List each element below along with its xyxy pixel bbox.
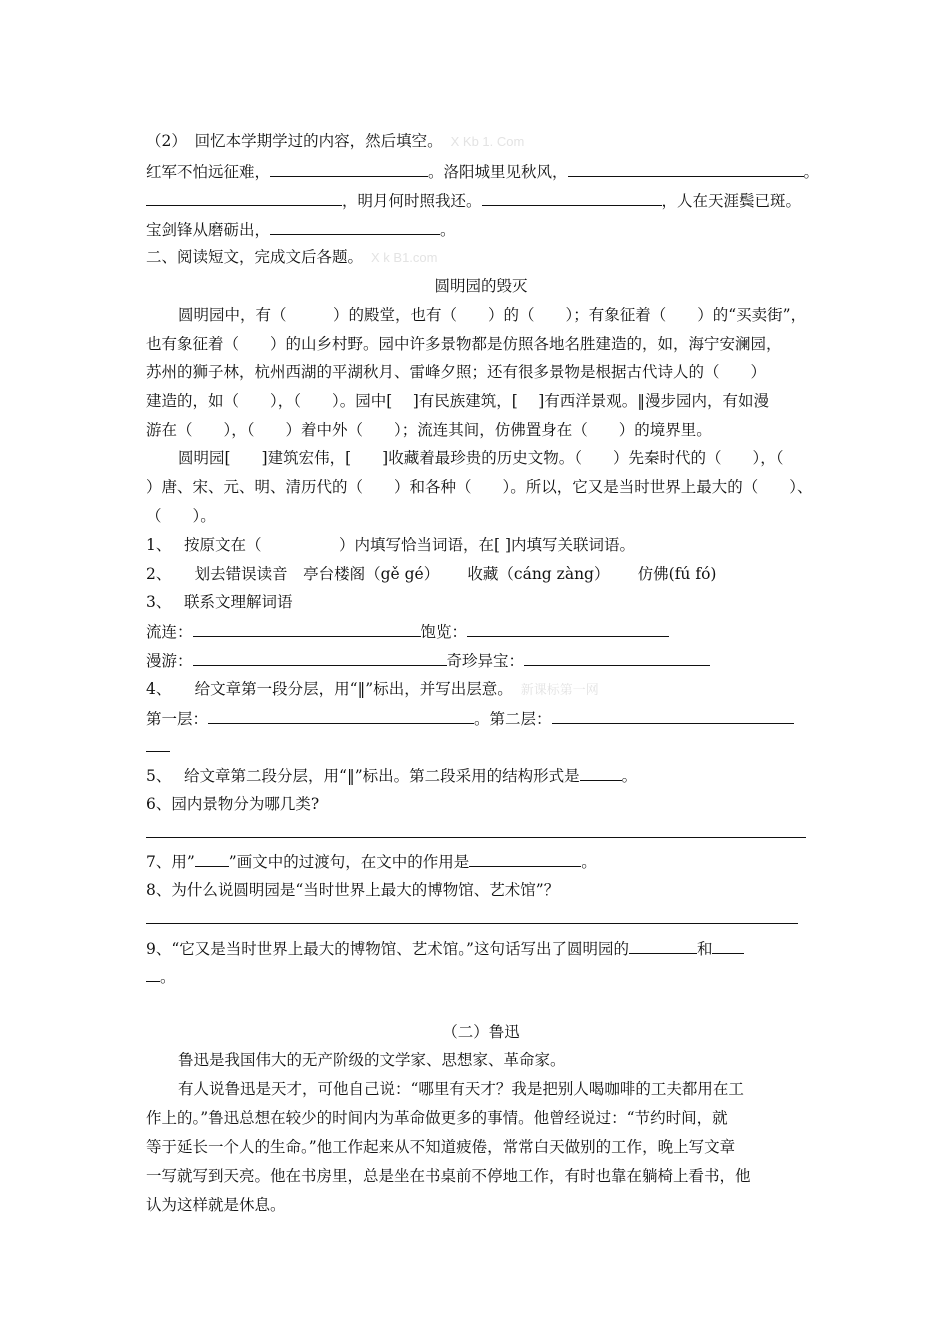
article-2-line: 鲁迅是我国伟大的无产阶级的文学家、思想家、革命家。	[178, 1051, 566, 1069]
blank[interactable]	[580, 765, 622, 781]
question-9-cont: 。	[146, 966, 816, 988]
blank[interactable]	[270, 161, 428, 177]
question-3: 3、 联系文理解词语	[146, 593, 293, 611]
blank[interactable]	[208, 708, 474, 724]
question-1: 1、 按原文在（ ）内填写恰当词语，在[ ]内填写关联词语。	[146, 536, 636, 554]
blank[interactable]	[712, 938, 744, 954]
blank[interactable]	[146, 190, 342, 206]
blank[interactable]	[146, 822, 806, 838]
blank[interactable]	[146, 736, 170, 752]
blank[interactable]	[552, 708, 794, 724]
blank[interactable]	[482, 190, 662, 206]
question-7: 7、用” ”画文中的过渡句，在文中的作用是 。	[146, 853, 597, 871]
blank[interactable]	[195, 851, 229, 867]
question-8: 8、为什么说圆明园是“当时世界上最大的博物馆、艺术馆”？	[146, 881, 560, 899]
blank[interactable]	[193, 621, 421, 637]
watermark: X Kb 1. Com	[450, 134, 525, 149]
blank[interactable]	[467, 621, 669, 637]
question-6: 6、园内景物分为哪几类?	[146, 795, 320, 813]
question-4: 4、 给文章第一段分层，用“‖”标出，并写出层意。 新课标第一网	[146, 680, 599, 698]
question-5: 5、 给文章第二段分层，用“‖”标出。第二段采用的结构形式是 。	[146, 767, 638, 785]
article-2-title: （二）鲁迅	[442, 1023, 520, 1041]
question-9: 9、“它又是当时世界上最大的博物馆、艺术馆。”这句话写出了圆明园的 和	[146, 938, 816, 960]
article-2-line: 有人说鲁迅是天才，可他自己说：“哪里有天才？我是把别人喝咖啡的工夫都用在工	[178, 1080, 744, 1098]
question-8-answer	[146, 908, 816, 930]
article-2-line: 作上的。”鲁迅总想在较少的时间内为革命做更多的事情。他曾经说过：“节约时间，就	[146, 1109, 728, 1127]
blank[interactable]	[629, 938, 697, 954]
reading-section-heading: 二、阅读短文，完成文后各题。 X k B1.com	[146, 248, 438, 266]
article-2-line: 一写就写到天亮。他在书房里，总是坐在书桌前不停地工作，有时也靠在躺椅上看书，他	[146, 1167, 751, 1185]
watermark: 新课标第一网	[520, 682, 599, 697]
article-title: 圆明园的毁灭	[434, 277, 528, 295]
paragraph-1-line: 苏州的狮子林，杭州西湖的平湖秋月、雷峰夕照；还有很多景物是根据古代诗人的（ ）	[146, 363, 767, 381]
blank[interactable]	[524, 650, 710, 666]
blank[interactable]	[568, 161, 804, 177]
article-2-line: 等于延长一个人的生命。”他工作起来从不知道疲倦，常常白天做别的工作，晚上写文章	[146, 1138, 736, 1156]
poem-row-3: 宝剑锋从磨砺出， 。	[146, 221, 456, 239]
paragraph-2-line: ）唐、宋、元、明、清历代的（ ）和各种（ ）。所以，它又是当时世界上最大的（ ）、	[146, 478, 813, 496]
watermark: X k B1.com	[371, 250, 438, 265]
blank[interactable]	[146, 966, 160, 982]
question-4-answer-cont	[146, 736, 816, 758]
paragraph-2-line: （ ）。	[146, 507, 216, 525]
question-3-row-2: 漫游： 奇珍异宝：	[146, 650, 816, 672]
blank[interactable]	[469, 851, 581, 867]
paragraph-2-line: 圆明园[ ]建筑宏伟，[ ]收藏着最珍贵的历史文物。（ ）先秦时代的（ ），（	[178, 449, 784, 467]
poem-row-1: 红军不怕远征难， 。洛阳城里见秋风， 。	[146, 163, 820, 181]
paragraph-1-line: 圆明园中，有（ ）的殿堂，也有（ ）的（ ）；有象征着（ ）的“买卖街”，	[178, 306, 807, 324]
poem-section-heading: （2） 回忆本学期学过的内容，然后填空。 X Kb 1. Com	[146, 132, 525, 150]
paragraph-1-line: 建造的，如（ ），（ ）。园中[ ]有民族建筑，[ ]有西洋景观。‖漫步园内，有如漫	[146, 392, 770, 410]
poem-row-2: ，明月何时照我还。 ，人在天涯鬓已斑。	[146, 190, 816, 212]
article-2-line: 认为这样就是休息。	[146, 1196, 286, 1214]
blank[interactable]	[270, 219, 440, 235]
paragraph-1-line: 游在（ ），（ ）着中外（ ）；流连其间，仿佛置身在（ ）的境界里。	[146, 421, 712, 439]
question-6-answer	[146, 822, 816, 844]
question-3-row-1: 流连： 饱览：	[146, 621, 816, 643]
paragraph-1-line: 也有象征着（ ）的山乡村野。园中许多景物都是仿照各地名胜建造的，如，海宁安澜园，	[146, 335, 782, 353]
blank[interactable]	[146, 908, 798, 924]
question-2: 2、 划去错误读音 亭台楼阁（gě gé） 收藏（cáng zàng） 仿佛(fú fó)	[146, 565, 717, 583]
question-4-answer: 第一层： 。第二层：	[146, 708, 816, 730]
blank[interactable]	[193, 650, 447, 666]
